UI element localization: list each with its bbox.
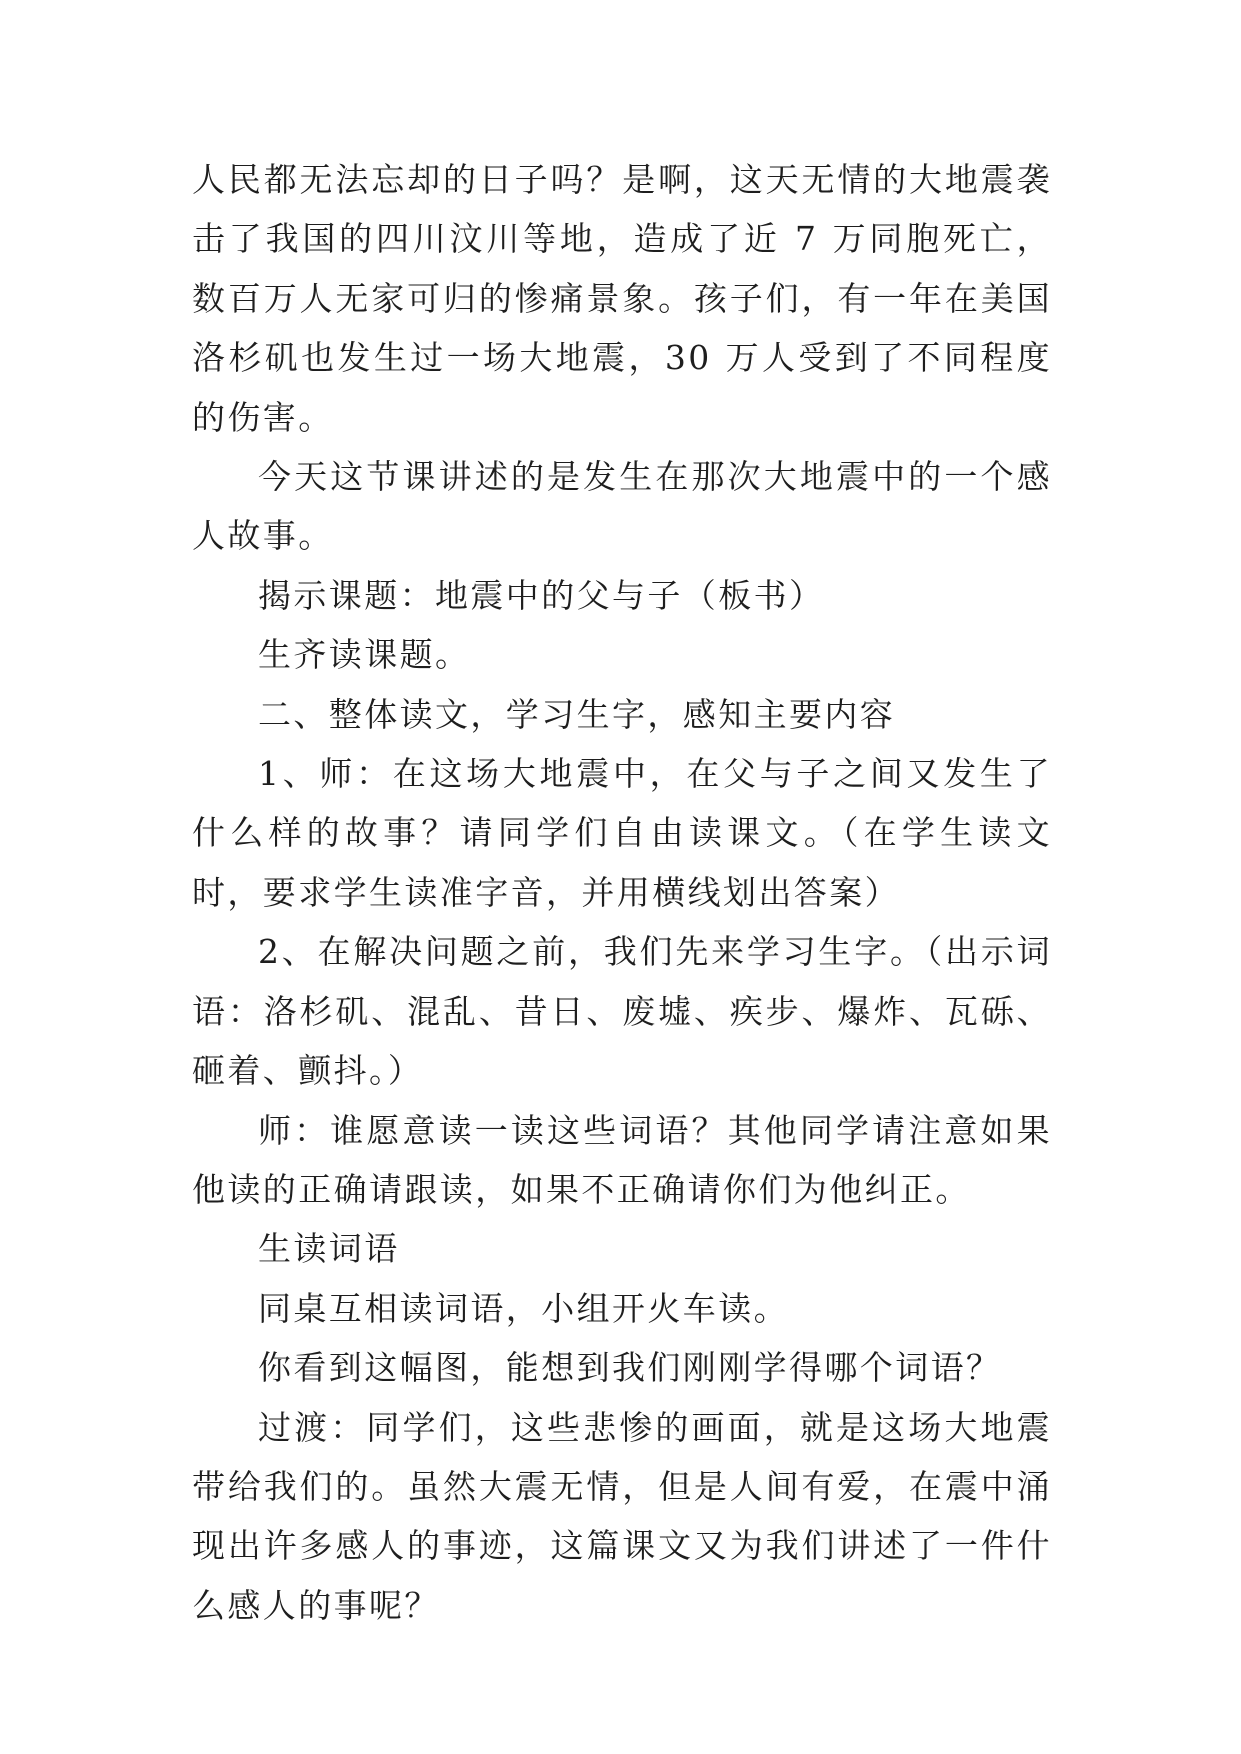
- paragraph: 1、师：在这场大地震中，在父与子之间又发生了什么样的故事？请同学们自由读课文。（在学生读文时，要求学生读准字音，并用横线划出答案）: [192, 754, 1052, 912]
- paragraph: 过渡：同学们，这些悲惨的画面，就是这场大地震带给我们的。虽然大震无情，但是人间有爱，在震中涌现出许多感人的事迹，这篇课文又为我们讲述了一件什么感人的事呢？: [192, 1407, 1052, 1625]
- section-heading: 二、整体读文，学习生字，感知主要内容: [258, 694, 896, 734]
- paragraph: 2、在解决问题之前，我们先来学习生字。（出示词语：洛杉矶、混乱、昔日、废墟、疾步、爆炸、瓦砾、砸着、颤抖。）: [192, 932, 1052, 1091]
- body-text: [192, 150, 1052, 1635]
- paragraph: 同桌互相读词语，小组开火车读。: [258, 1288, 789, 1328]
- paragraph: 师：谁愿意读一读这些词语？其他同学请注意如果他读的正确请跟读，如果不正确请你们为他纠正。: [192, 1110, 1052, 1209]
- paragraph: 生齐读课题。: [258, 635, 471, 675]
- paragraph: 揭示课题：地震中的父与子（板书）: [258, 575, 825, 615]
- paragraph: 今天这节课讲述的是发生在那次大地震中的一个感人故事。: [192, 457, 1052, 556]
- paragraph: 生读词语: [258, 1229, 400, 1269]
- paragraph: 人民都无法忘却的日子吗？是啊，这天无情的大地震袭击了我国的四川汶川等地，造成了近 7 万同胞死亡，数百万人无家可归的惨痛景象。孩子们，有一年在美国洛杉矶也发生过一场大地震，30 万人受到了不同程度的伤害。: [192, 160, 1052, 437]
- paragraph: 你看到这幅图，能想到我们刚刚学得哪个词语？: [258, 1348, 1002, 1388]
